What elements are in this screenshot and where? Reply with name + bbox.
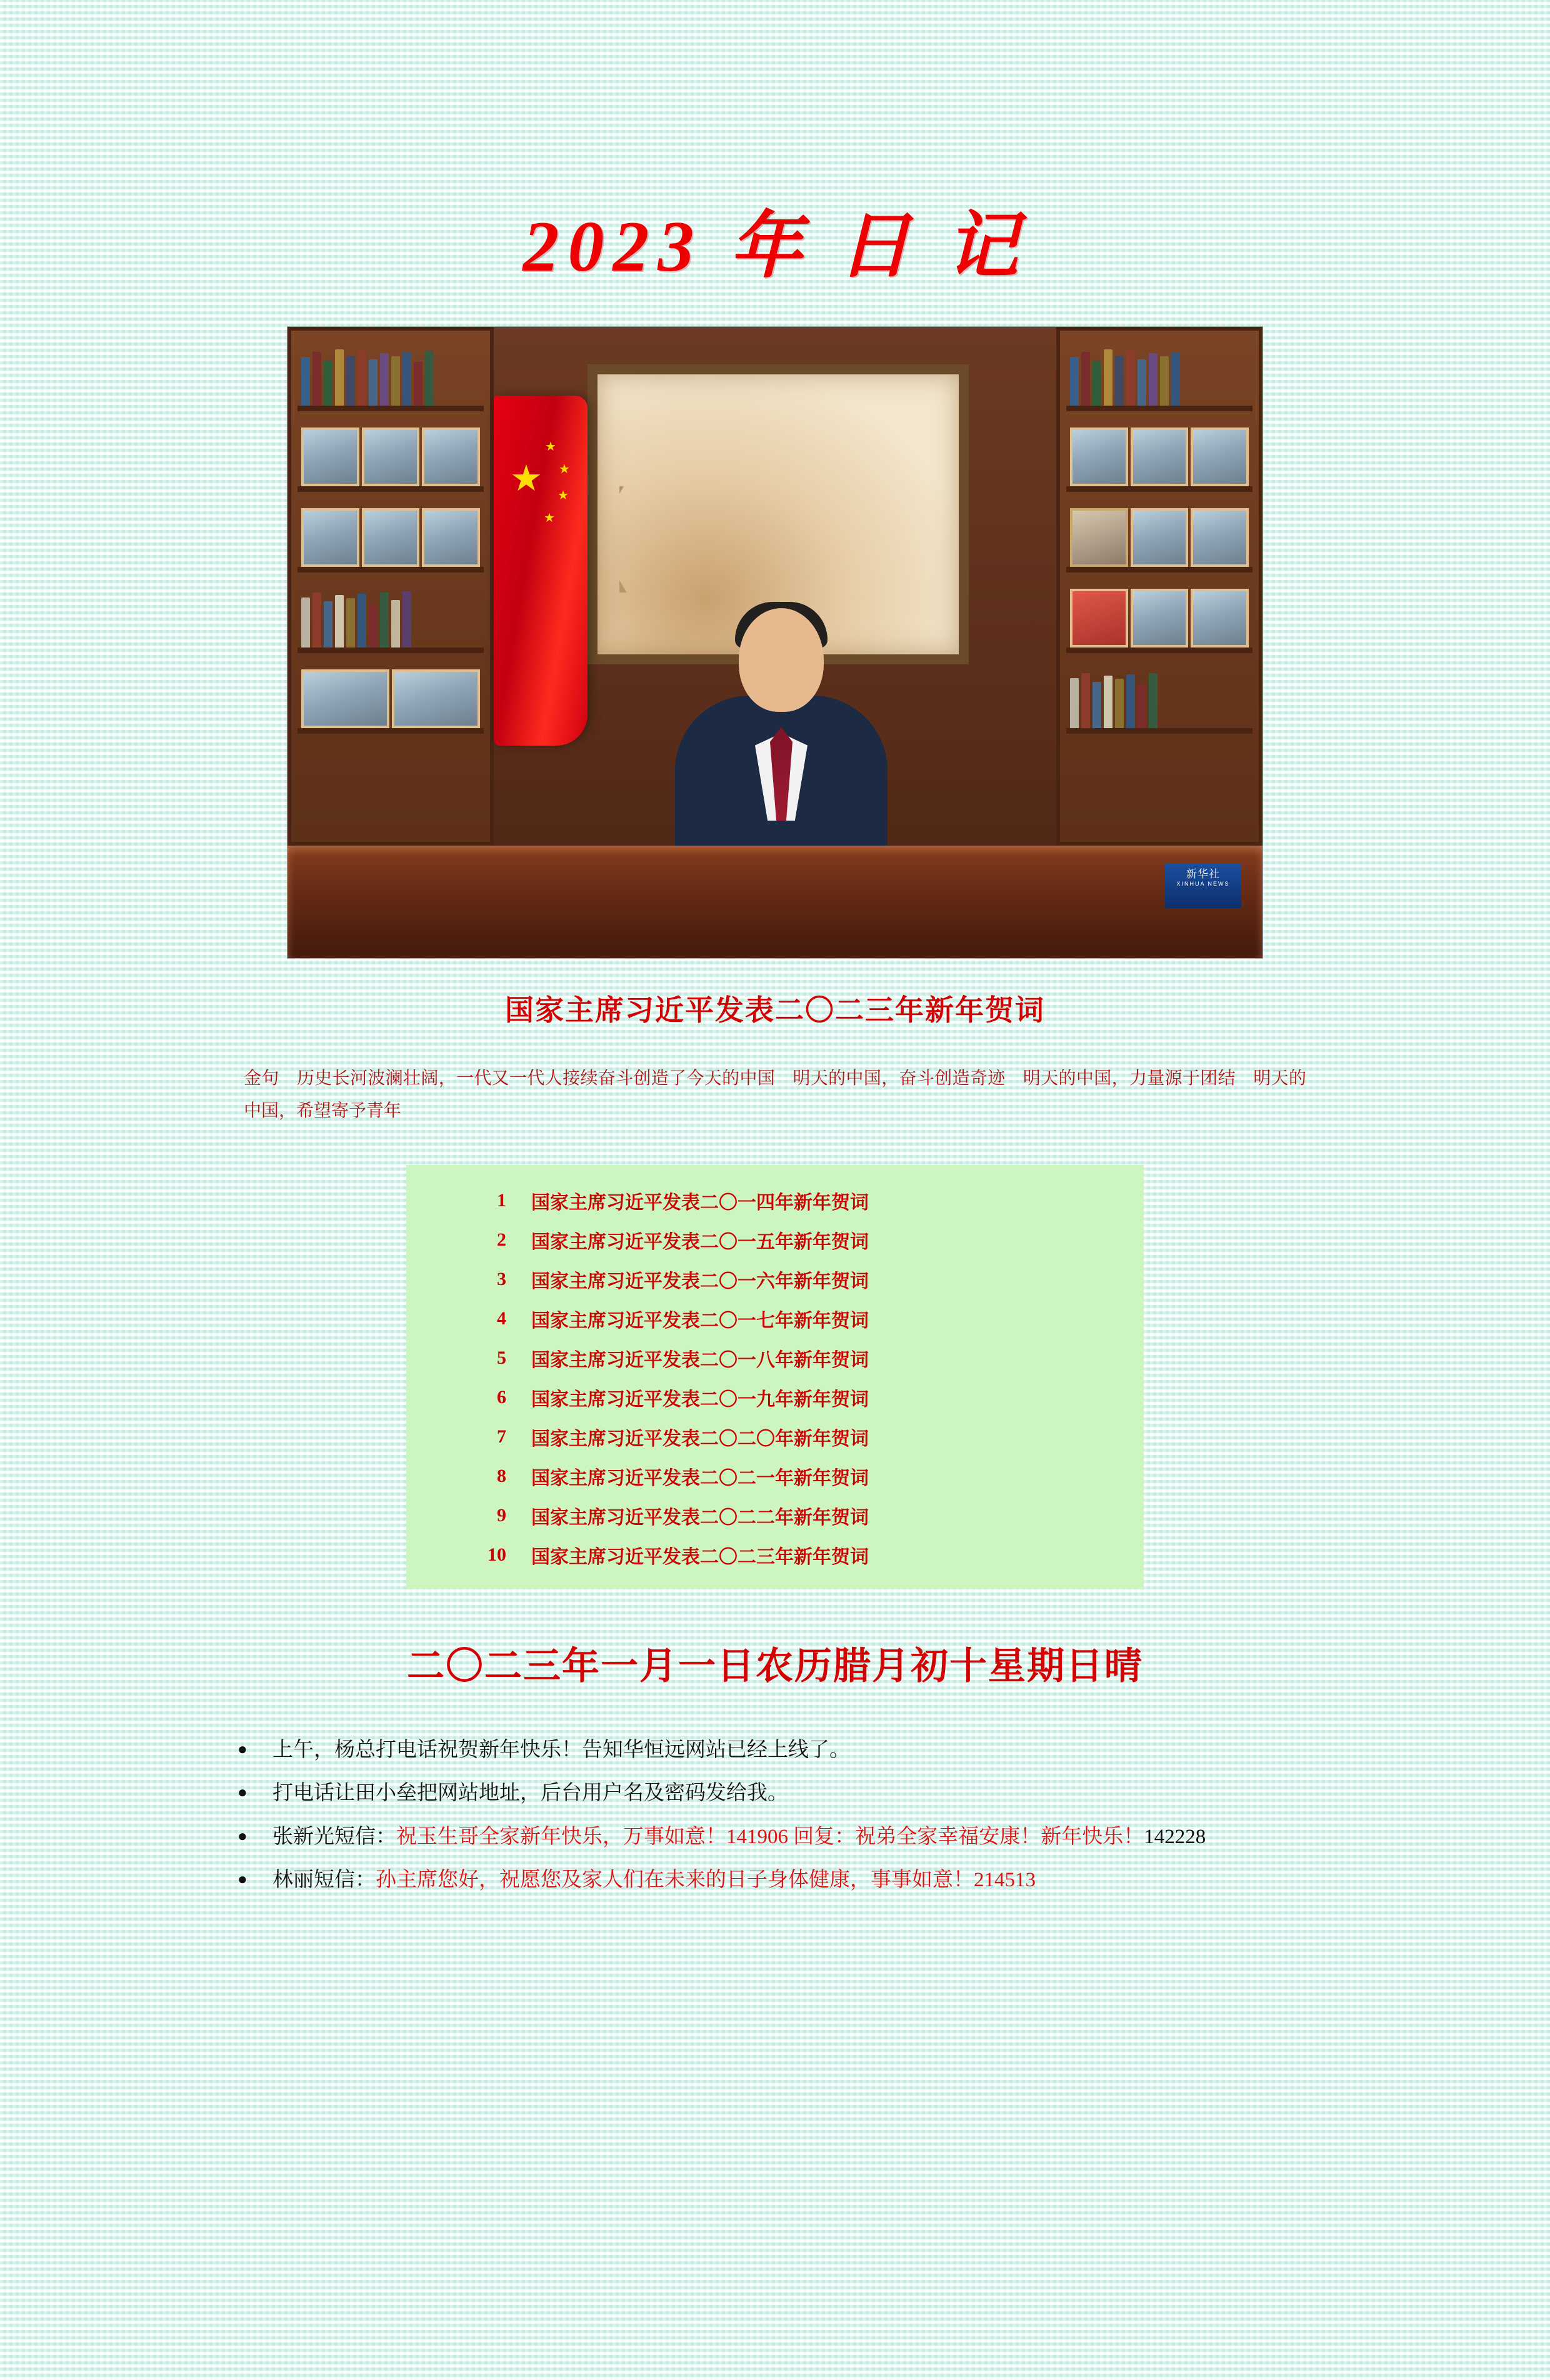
list-item-label: 国家主席习近平发表二〇二三年新年贺词 (531, 1547, 869, 1568)
bullet-icon: ● (238, 1783, 248, 1802)
entry-prefix: 上午，杨总打电话祝贺新年快乐！告知华恒远网站已经上线了。 (272, 1738, 850, 1761)
diary-entry (238, 1777, 1362, 1810)
list-item-label: 国家主席习近平发表二〇一四年新年贺词 (531, 1192, 869, 1214)
national-flag (494, 396, 588, 746)
diary-page (0, 188, 1550, 2380)
list-item-index: 9 (497, 1505, 506, 1526)
bullet-icon: ● (238, 1869, 248, 1888)
diary-entry-text (272, 1734, 1362, 1767)
list-item[interactable] (406, 1378, 1144, 1418)
list-item[interactable] (406, 1221, 1144, 1260)
list-item-index: 1 (497, 1190, 506, 1211)
entry-prefix: 打电话让田小垒把网站地址，后台用户名及密码发给我。 (272, 1782, 788, 1805)
shelf-row (1066, 338, 1252, 411)
diary-entry (238, 1864, 1362, 1897)
list-item-index: 3 (497, 1269, 506, 1290)
diary-entry (238, 1821, 1362, 1854)
shelf-row (1066, 419, 1252, 492)
flag-star-small: ★ (559, 462, 570, 476)
shelf-row (1066, 580, 1252, 653)
list-item[interactable] (406, 1418, 1144, 1457)
entry-prefix: 林丽短信： (272, 1868, 376, 1891)
bookshelf-right (1056, 327, 1262, 846)
list-item[interactable] (406, 1299, 1144, 1339)
bullet-icon: ● (238, 1826, 248, 1845)
flag-star-small: ★ (544, 511, 555, 525)
list-item-label: 国家主席习近平发表二〇二二年新年贺词 (531, 1508, 869, 1529)
list-item[interactable] (406, 1260, 1144, 1299)
flag-star-small: ★ (558, 489, 569, 502)
shelf-row (1066, 661, 1252, 734)
diary-entries (238, 1734, 1362, 1898)
list-item-index: 6 (497, 1387, 506, 1408)
diary-entry-text (272, 1777, 1362, 1810)
shelf-row (1066, 499, 1252, 572)
entry-red: 孙主席您好，祝愿您及家人们在未来的日子身体健康，事事如意！214513 (376, 1868, 1036, 1891)
shelf-row (298, 499, 484, 572)
list-item-label: 国家主席习近平发表二〇一九年新年贺词 (531, 1389, 869, 1411)
speech-archive-list (406, 1165, 1144, 1589)
list-item-label: 国家主席习近平发表二〇二一年新年贺词 (531, 1468, 869, 1489)
list-item[interactable] (406, 1457, 1144, 1496)
list-item-label: 国家主席习近平发表二〇一八年新年贺词 (531, 1350, 869, 1371)
diary-date-heading: 二〇二三年一月一日农历腊月初十星期日晴 (407, 1645, 1143, 1687)
bullet-icon: ● (238, 1739, 248, 1758)
list-item[interactable] (406, 1496, 1144, 1536)
flag-star-large: ★ (510, 458, 542, 499)
list-item-label: 国家主席习近平发表二〇二〇年新年贺词 (531, 1429, 869, 1450)
photo-caption: 国家主席习近平发表二〇二三年新年贺词 (505, 994, 1045, 1026)
list-item-index: 10 (488, 1544, 506, 1566)
list-item-index: 8 (497, 1466, 506, 1487)
list-item-label: 国家主席习近平发表二〇一七年新年贺词 (531, 1311, 869, 1332)
list-item-index: 2 (497, 1229, 506, 1251)
shelf-row (298, 419, 484, 492)
list-item[interactable] (406, 1181, 1144, 1221)
desk (288, 846, 1262, 958)
list-item[interactable] (406, 1536, 1144, 1575)
page-title: 2023 年 日 记 (522, 207, 1028, 287)
entry-prefix: 张新光短信： (272, 1825, 396, 1848)
diary-entry (238, 1734, 1362, 1767)
xinhua-logo-icon: 新华社 XINHUA NEWS (1165, 863, 1241, 908)
list-item-index: 4 (497, 1308, 506, 1329)
list-item-index: 5 (497, 1348, 506, 1369)
bookshelf-left (288, 327, 494, 846)
list-item[interactable] (406, 1339, 1144, 1378)
shelf-row (298, 338, 484, 411)
golden-sentence: 金句 历史长河波澜壮阔，一代又一代人接续奋斗创造了今天的中国 明天的中国，奋斗创造奇迹 明天的中国，力量源于团结 明天的中国，希望寄予青年 (244, 1069, 1306, 1121)
entry-suffix: 142228 (1144, 1825, 1206, 1848)
list-item-label: 国家主席习近平发表二〇一五年新年贺词 (531, 1232, 869, 1253)
entry-red: 祝玉生哥全家新年快乐，万事如意！141906 回复：祝弟全家幸福安康！新年快乐！ (396, 1825, 1144, 1848)
list-item-index: 7 (497, 1426, 506, 1448)
flag-star-small: ★ (545, 440, 556, 454)
diary-entry-text (272, 1864, 1362, 1897)
list-item-label: 国家主席习近平发表二〇一六年新年贺词 (531, 1271, 869, 1292)
shelf-row (298, 580, 484, 653)
shelf-row (298, 661, 484, 734)
news-photo (287, 326, 1263, 959)
diary-entry-text (272, 1821, 1362, 1854)
